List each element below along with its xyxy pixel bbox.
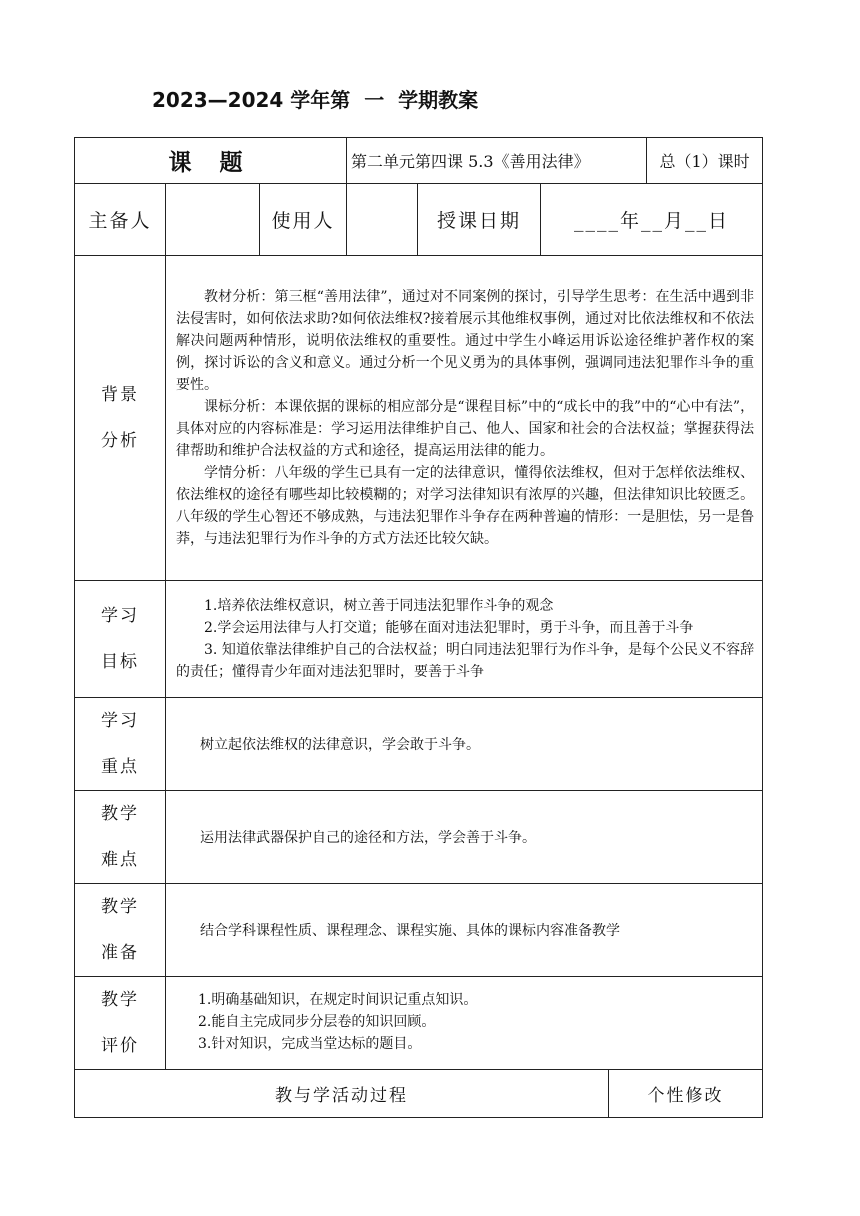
learning-goals bbox=[166, 581, 763, 698]
topic-row bbox=[75, 138, 763, 184]
evaluation-label: 教学 评价 bbox=[75, 977, 166, 1070]
key-points-row bbox=[75, 698, 763, 791]
user-value bbox=[347, 184, 418, 256]
background-row bbox=[75, 256, 763, 581]
preparation-label: 教学 准备 bbox=[75, 884, 166, 977]
preparation-text: 结合学科课程性质、课程理念、课程实施、具体的课标内容准备教学 bbox=[166, 884, 763, 977]
date-label: 授课日期 bbox=[418, 184, 541, 256]
background-label: 背景 分析 bbox=[75, 256, 166, 581]
page-title: 2023—2024 学年第 一 学期教案 bbox=[152, 88, 479, 112]
preparation-row bbox=[75, 884, 763, 977]
topic-label: 课 题 bbox=[75, 138, 347, 184]
background-analysis bbox=[166, 256, 763, 581]
evaluation-item: 1.明确基础知识，在规定时间识记重点知识。 bbox=[198, 992, 478, 1008]
background-paragraph: 教材分析：第三框“善用法律”，通过对不同案例的探讨，引导学生思考：在生活中遇到非法侵害时，如何依法求助?如何依法维权?接着展示其他维权事例，通过对比依法维权和不依法解决问题两种情形，说明依法维权的重要性。通过中学生小峰运用诉讼途径维护著作权的案例，探讨诉讼的含义和意义。通过分析一个见义勇为的具体事例，强调同违法犯罪作斗争的重要性。 bbox=[176, 289, 755, 393]
topic-value: 第二单元第四课 5.3《善用法律》 bbox=[347, 138, 647, 184]
difficulties-text: 运用法律武器保护自己的途径和方法，学会善于斗争。 bbox=[166, 791, 763, 884]
preparer-value bbox=[166, 184, 260, 256]
date-value: ____年__月__日 bbox=[541, 184, 763, 256]
goals-label: 学习 目标 bbox=[75, 581, 166, 698]
evaluation-row bbox=[75, 977, 763, 1070]
key-points-text: 树立起依法维权的法律意识，学会敢于斗争。 bbox=[166, 698, 763, 791]
difficulties-row bbox=[75, 791, 763, 884]
goal-item: 2.学会运用法律与人打交道；能够在面对违法犯罪时，勇于斗争，而且善于斗争 bbox=[204, 620, 694, 636]
evaluation-item: 3.针对知识，完成当堂达标的题目。 bbox=[198, 1036, 422, 1052]
revision-label: 个性修改 bbox=[609, 1070, 763, 1118]
preparer-label: 主备人 bbox=[75, 184, 166, 256]
evaluation-item: 2.能自主完成同步分层卷的知识回顾。 bbox=[198, 1014, 436, 1030]
people-row bbox=[75, 184, 763, 256]
background-paragraph: 学情分析：八年级的学生已具有一定的法律意识，懂得依法维权，但对于怎样依法维权、依法维权的途径有哪些却比较模糊的；对学习法律知识有浓厚的兴趣，但法律知识比较匮乏。八年级的学生心智还不够成熟，与违法犯罪作斗争存在两种普遍的情形：一是胆怯，另一是鲁莽，与违法犯罪行为作斗争的方式方法还比较欠缺。 bbox=[176, 465, 755, 547]
goal-item: 3. 知道依靠法律维护自己的合法权益；明白同违法犯罪行为作斗争，是每个公民义不容辞的责任；懂得青少年面对违法犯罪时，要善于斗争 bbox=[176, 642, 755, 680]
key-points-label: 学习 重点 bbox=[75, 698, 166, 791]
evaluation-text bbox=[166, 977, 763, 1070]
goals-row bbox=[75, 581, 763, 698]
process-label: 教与学活动过程 bbox=[75, 1070, 609, 1118]
background-paragraph: 课标分析：本课依据的课标的相应部分是“课程目标”中的“成长中的我”中的“心中有法”，具体对应的内容标准是：学习运用法律维护自己、他人、国家和社会的合法权益；掌握获得法律帮助和维护合法权益的方式和途径，提高运用法律的能力。 bbox=[176, 399, 755, 459]
process-header-row bbox=[75, 1070, 763, 1118]
difficulties-label: 教学 难点 bbox=[75, 791, 166, 884]
user-label: 使用人 bbox=[260, 184, 347, 256]
lesson-plan-table bbox=[74, 137, 763, 1118]
goal-item: 1.培养依法维权意识，树立善于同违法犯罪作斗争的观念 bbox=[204, 598, 554, 614]
period-value: 总（1）课时 bbox=[647, 138, 763, 184]
